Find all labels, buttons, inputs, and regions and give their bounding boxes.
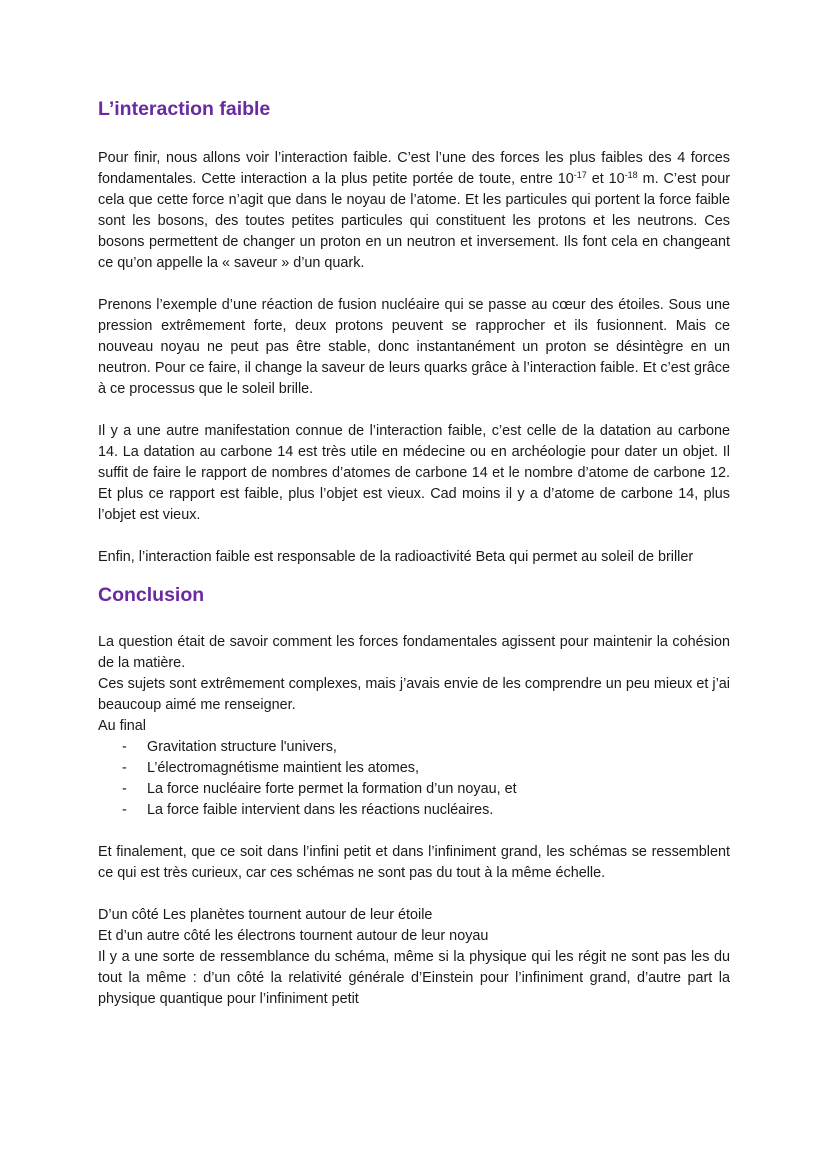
paragraph-sujets: Ces sujets sont extrêmement complexes, mais j’avais envie de les comprendre un peu mieux et j’ai beaucoup aimé me renseigner. — [98, 676, 730, 713]
list-item-text: La force nucléaire forte permet la formation d’un noyau, et — [147, 781, 517, 797]
heading-conclusion: Conclusion — [98, 584, 205, 606]
heading-interaction-faible: L’interaction faible — [98, 98, 271, 120]
paragraph-fusion: Prenons l’exemple d’une réaction de fusion nucléaire qui se passe au cœur des étoiles. Sous une pression extrêmement forte, deux protons peuvent se rapprocher et ils fusionnent. Mais ce nouveau noyau ne peut pas être stable, donc instantanément un proton se désintègre en un neutron. Pour ce faire, il change la saveur de leurs quarks grâce à l’interaction faible. Et c’est grâce à ce processus que le soleil brille. — [98, 297, 730, 397]
dash-bullet: - — [122, 739, 127, 755]
list-item — [98, 800, 730, 821]
list-item-text: La force faible intervient dans les réactions nucléaires. — [147, 802, 494, 818]
document-page — [98, 96, 730, 1010]
list-item — [98, 737, 730, 758]
paragraph-question: La question était de savoir comment les forces fondamentales agissent pour maintenir la cohésion de la matière. — [98, 634, 730, 671]
paragraph-carbone-14: Il y a une autre manifestation connue de l’interaction faible, c’est celle de la datation au carbone 14. La datation au carbone 14 est très utile en médecine ou en archéologie pour dater un objet. Il suffit de faire le rapport de nombres d’atomes de carbone 14 et le nombre d’atome de carbone 12. Et plus ce rapport est faible, plus l’objet est vieux. Cad moins il y a d’atome de carbone 14, plus l’objet est vieux. — [98, 423, 730, 523]
dash-bullet: - — [122, 802, 127, 818]
paragraph-electrons: Et d’un autre côté les électrons tournent autour de leur noyau — [98, 928, 489, 944]
list-item — [98, 758, 730, 779]
list-item-text: L’électromagnétisme maintient les atomes, — [147, 760, 419, 776]
paragraph-schemas: Et finalement, que ce soit dans l’infini petit et dans l’infiniment grand, les schémas se ressemblent ce qui est très curieux, car ces schémas ne sont pas du tout à la même échelle. — [98, 844, 730, 881]
dash-bullet: - — [122, 760, 127, 776]
exponent-18: -18 — [624, 170, 638, 180]
paragraph-intro-part3: m. C’est pour cela que cette force n’agit que dans le noyau de l’atome. Et les particules qui portent la force faible sont les bosons, des toutes petites particules qui constituent les protons et les neutrons. Ces bosons permettent de changer un proton en un neutron et inversement. Ils font cela en changeant ce qu’on appelle la « saveur » d’un quark. — [98, 171, 730, 271]
paragraph-intro-part1: Pour finir, nous allons voir l’interaction faible. C’est l’une des forces les plus faibles des 4 forces fondamentales. Cette interaction a la plus petite portée de toute, entre 10 — [98, 150, 730, 187]
paragraph-ressemblance: Il y a une sorte de ressemblance du schéma, même si la physique qui les régit ne sont pas les du tout la même : d’un côté la relativité générale d’Einstein pour l’infiniment grand, d’autre part la physique quantique pour l’infiniment petit — [98, 949, 730, 1007]
paragraph-au-final: Au final — [98, 718, 146, 734]
exponent-17: -17 — [573, 170, 587, 180]
list-item-text: Gravitation structure l'univers, — [147, 739, 337, 755]
paragraph-planetes: D’un côté Les planètes tournent autour de leur étoile — [98, 907, 433, 923]
forces-list — [98, 737, 730, 821]
paragraph-intro-part2: et 10 — [586, 171, 625, 187]
paragraph-intro — [98, 148, 730, 274]
dash-bullet: - — [122, 781, 127, 797]
paragraph-radioactivite: Enfin, l’interaction faible est responsable de la radioactivité Beta qui permet au soleil de briller — [98, 549, 694, 565]
list-item — [98, 779, 730, 800]
